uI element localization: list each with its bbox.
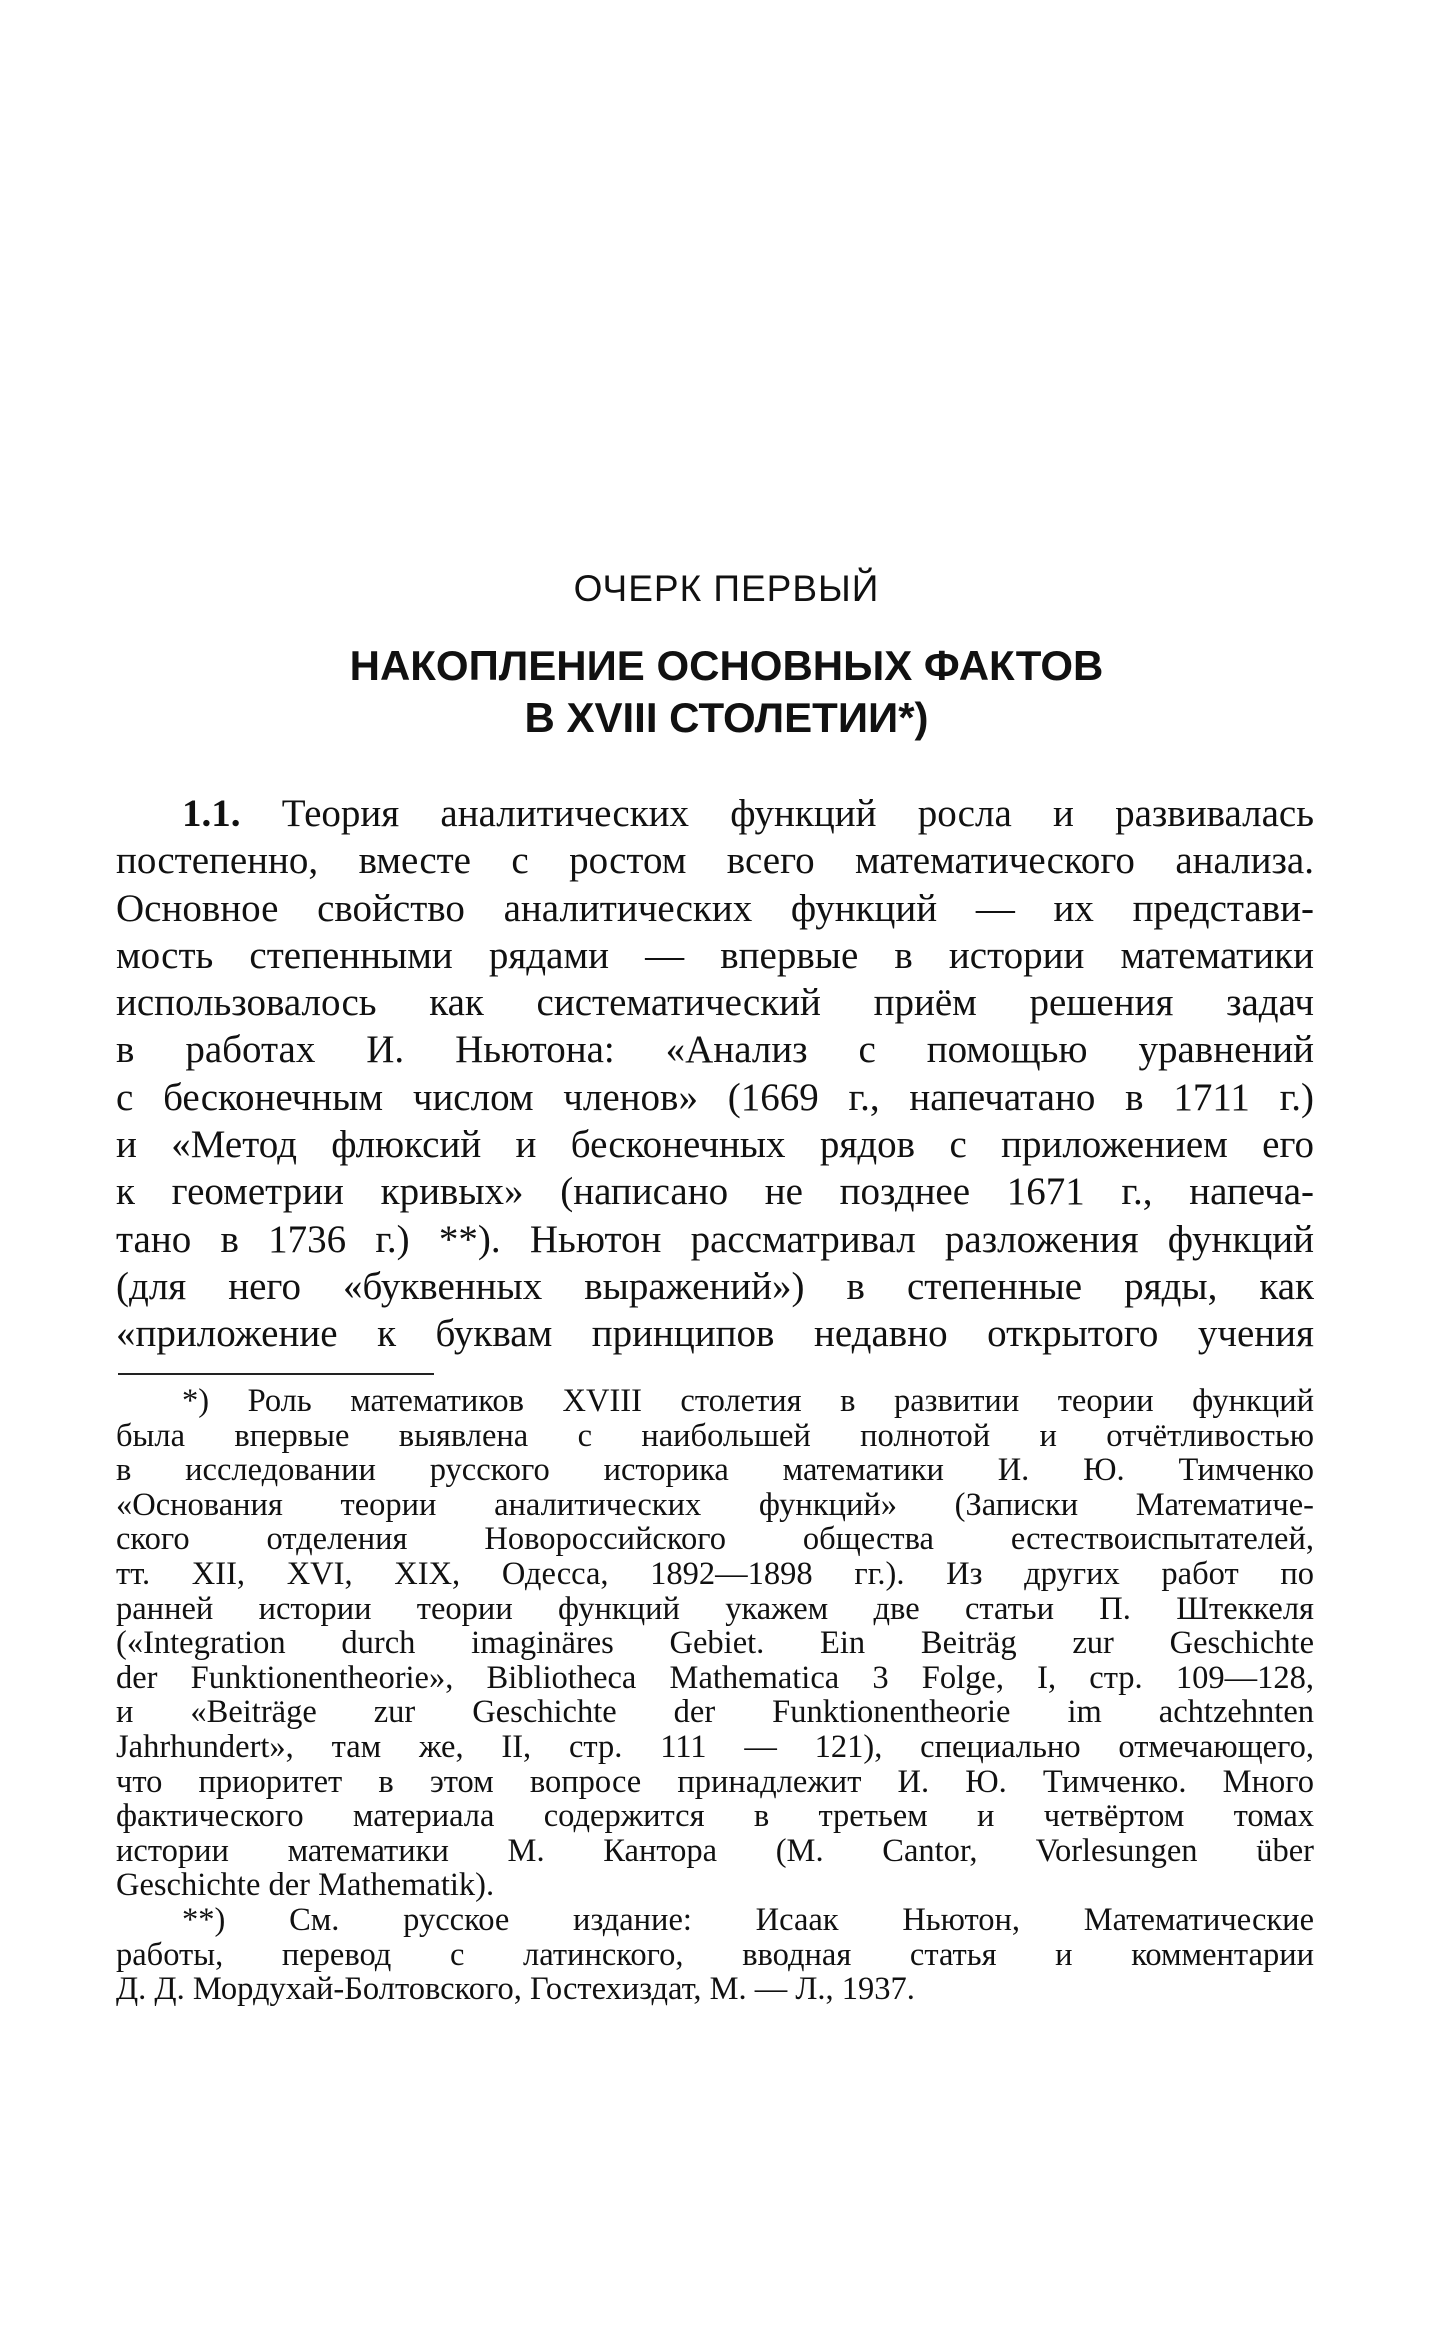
section-number: 1.1. [182,792,241,835]
chapter-title-line-2: В XVIII СТОЛЕТИИ*) [524,694,929,741]
paragraph-line: «приложение к буквам принципов недавно открытого учения [116,1312,1314,1356]
footnote-2-line: Д. Д. Мордухай-Болтовского, Гостехиздат, М. — Л., 1937. [116,1971,915,2008]
footnote-1-line: «Основания теории аналитических функций» (Записки Математиче- [116,1486,1314,1523]
paragraph-line: (для него «буквенных выражений») в степенные ряды, как [116,1264,1314,1308]
footnote-1-line: истории математики М. Кантора (M. Cantor, Vorlesungen über [116,1832,1314,1869]
footnote-1-line: ского отделения Новороссийского общества естествоиспытателей, [116,1521,1314,1558]
paragraph-line: мость степенными рядами — впервые в истории математики [116,933,1314,977]
paragraph-line: к геометрии кривых» (написано не позднее 1671 г., напеча- [116,1170,1314,1214]
footnote-2-line: работы, перевод с латинского, вводная статья и комментарии [116,1936,1314,1973]
chapter-title-line-1: НАКОПЛЕНИЕ ОСНОВНЫХ ФАКТОВ [349,642,1104,689]
footnote-1-line: («Integration durch imaginäres Gebiet. Ein Beiträg zur Geschichte [116,1625,1314,1662]
paragraph-line: тано в 1736 г.) **). Ньютон рассматривал разложения функций [116,1217,1314,1261]
paragraph-line: с бесконечным числом членов» (1669 г., напечатано в 1711 г.) [116,1075,1314,1119]
footnote-1-line: тт. XII, XVI, XIX, Одесса, 1892—1898 гг.). Из других работ по [116,1555,1314,1592]
main-paragraph [116,790,1314,1358]
footnote-1-line: была впервые выявлена с наибольшей полнотой и отчётливостью [116,1417,1314,1454]
footnote-1-line: фактического материала содержится в третьем и четвёртом томах [116,1798,1314,1835]
footnote-1-line: der Funktionentheorie», Bibliotheca Mathematica 3 Folge, I, стр. 109—128, [116,1659,1314,1696]
footnote-1-line: Geschichte der Mathematik). [116,1867,495,1904]
footnotes-block [116,1384,1314,2007]
footnote-1-line: ранней истории теории функций укажем две статьи П. Штеккеля [116,1590,1314,1627]
footnote-1-line: и «Beiträge zur Geschichte der Funktionentheorie im achtzehnten [116,1694,1314,1731]
paragraph-line: 1.1. Теория аналитических функций росла и развивалась [182,792,1314,835]
paragraph-line: Основное свойство аналитических функций — их представи- [116,886,1314,930]
footnote-2-line: **) См. русское издание: Исаак Ньютон, Математические [182,1901,1314,1938]
paragraph-line: и «Метод флюксий и бесконечных рядов с приложением его [116,1123,1314,1167]
paragraph-line: использовалось как систематический приём решения задач [116,981,1314,1025]
footnote-1-line: *) Роль математиков XVIII столетия в развитии теории функций [182,1383,1314,1419]
footnote-1-line: что приоритет в этом вопросе принадлежит И. Ю. Тимченко. Много [116,1763,1314,1800]
paragraph-line: постепенно, вместе с ростом всего математического анализа. [116,839,1314,883]
footnote-1-line: Jahrhundert», там же, II, стр. 111 — 121), специально отмечающего, [116,1728,1314,1765]
footnote-divider [118,1373,434,1375]
chapter-kicker: ОЧЕРК ПЕРВЫЙ [573,568,880,609]
paragraph-line: в работах И. Ньютона: «Анализ с помощью уравнений [116,1028,1314,1072]
footnote-1-line: в исследовании русского историка математики И. Ю. Тимченко [116,1452,1314,1489]
